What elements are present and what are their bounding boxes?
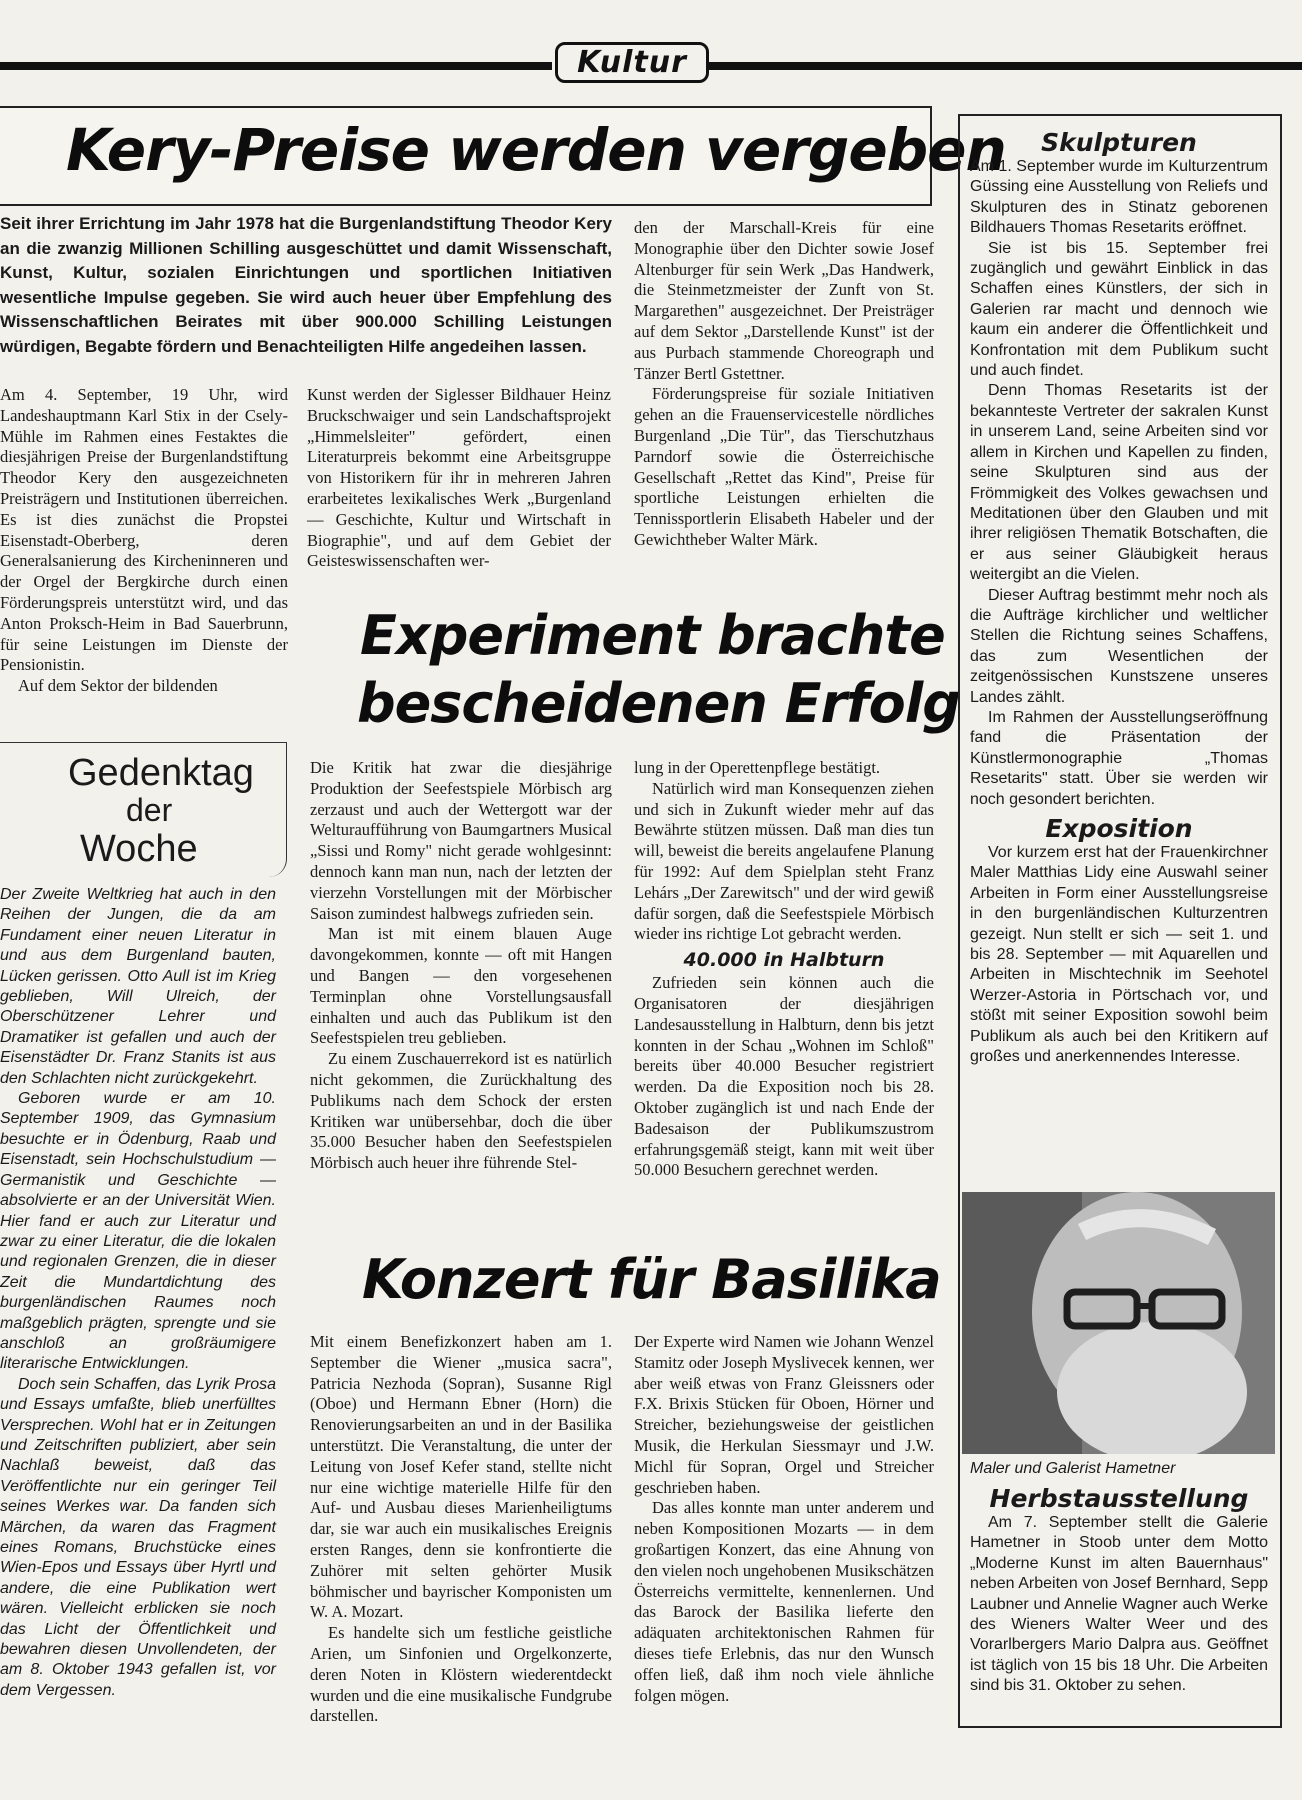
kery-col-1	[0, 385, 288, 697]
experiment-col2-p2: Natürlich wird man Konsequenzen ziehen und sich in Zukunft wieder mehr auf das Bewährte stützen müssen. Daß man dies tun will, beweist die bereits angelaufene Planung für 1992: Auf dem Spielplan steht Franz Lehárs „Der Zarewitsch" und der wird gewiß dafür sorgen, daß die Seefestspiele Mörbisch wieder ins richtige Lot gebracht werden.	[634, 778, 934, 944]
kery-col-3	[634, 218, 934, 551]
experiment-subhead: 40.000 in Halbturn	[683, 949, 885, 972]
kery-col-2	[307, 385, 611, 572]
skulpturen-p5: Im Rahmen der Ausstellungseröffnung fand die Präsentation der Künstlermonographie „Thomas Resetarits" statt. Über sie werden wir noch gesondert berichten.	[970, 708, 1268, 808]
skulpturen-title: Skulpturen	[1041, 128, 1197, 157]
skulpturen-p3: Denn Thomas Resetarits ist der bekannteste Vertreter der sakralen Kunst in unserem Land, seine Arbeiten sind vor allem in Kirchen und Kapellen zu finden, seine Skulpturen sind aus der Frömmigkeit des Volkes gewachsen und Meditationen über den Glauben und mit ihrer religiösen Thematik Botschaften, die er aus seiner Gläubigkeit heraus weitergibt an die Vielen.	[970, 382, 1268, 584]
exposition-p1: Vor kurzem erst hat der Frauenkirchner Maler Matthias Lidy eine Auswahl seiner Arbeiten in Form einer Ausstellungsreise in den burgenländischen Kulturzentren gezeigt. Nun stellt er sich — seit 1. und bis 28. September — mit Aquarellen und Arbeiten in Mischtechnik im Seehotel Werzer-Astoria in Pörtschach vor, und stößt mit seiner Exposition sowohl beim Publikum als auch bei den Kritikern auf großes und anerkennendes Interesse.	[970, 844, 1268, 1066]
kery-headline-box	[0, 106, 1006, 206]
gedenktag-title-box	[0, 742, 287, 877]
experiment-col2b-p1: Zufrieden sein können auch die Organisatoren der diesjährigen Landesausstellung in Halbturn, denn bis jetzt konnten in der Schau „Wohnen im Schloß" bereits über 40.000 Besucher registriert werden. Da die Exposition noch bis 28. Oktober zugänglich ist und nach Ende der Badesaison der Publikumszustrom erfahrungsgemäß steigt, kann mit weit über 50.000 Besuchern gerechnet werden.	[634, 973, 934, 1180]
kery-col1-p2: Auf dem Sektor der bildenden	[18, 676, 218, 696]
sidebar-skulpturen	[970, 128, 1268, 1067]
kery-col2-p1: Kunst werden der Siglesser Bildhauer Heinz Bruckschwaiger und sein Landschaftsprojekt „Himmelsleiter" gefördert, einen Literaturpreis bekommt eine Arbeitsgruppe von Historikern für ihr in mehreren Jahren erarbeitetes lexikalisches Werk „Burgenland — Geschichte, Kultur und Wirtschaft in Biographie", und auf dem Gebiet der Geisteswissenschaften wer-	[307, 385, 611, 571]
experiment-headline-2: bescheidenen Erfolg	[357, 672, 960, 735]
konzert-col2-p1: Der Experte wird Namen wie Johann Wenzel Stamitz oder Joseph Myslivecek kennen, wer aber weiß etwas von Franz Gleissners oder F.X. Brixis Stücken für Oboen, Hörner und Streicher, beziehungsweise der geistlichen Musik, die Herkulan Siessmayr und J.W. Michl für Sopran, Orgel und Streicher geschrieben haben.	[634, 1332, 934, 1497]
konzert-col1-p1: Mit einem Benefizkonzert haben am 1. September die Wiener „musica sacra", Patricia Nezhoda (Sopran), Susanne Rigl (Oboe) und Hermann Ebner (Horn) die Renovierungsarbeiten an und in der Basilika unterstützt. Die Veranstaltung, die unter der Leitung von Josef Kefer stand, stellte nicht nur eine wichtige materielle Hilfe für den Auf- und Ausbau dieses Marienheiligtums dar, sie war auch ein musikalisches Ereignis ersten Ranges, denn sie konfrontierte die Zuhörer mit selten gehörter Musik böhmischer und bayrischer Komponisten um W. A. Mozart.	[310, 1332, 612, 1622]
experiment-headline-1: Experiment brachte	[360, 604, 945, 667]
experiment-col1-p1: Die Kritik hat zwar die diesjährige Produktion der Seefestspiele Mörbisch arg zerzaust und auch der Wettergott war der Welturaufführung von Baumgartners Musical „Sissi und Romy" nicht gerade wohlgesinnt: dennoch kann man nun, nach der letzten der vierzehn Vorstellungen mit der Mörbischer Saison zumindest halbwegs zufrieden sein.	[310, 758, 612, 923]
experiment-col1-p2: Man ist mit einem blauen Auge davongekommen, konnte — oft mit Hangen und Bangen — den vorgesehenen Terminplan ohne Vorstellungsausfall einhalten und auch das Publikum ist den Seefestspielen treu geblieben.	[310, 924, 612, 1048]
portrait-illustration	[962, 1192, 1275, 1454]
experiment-col-1	[310, 758, 612, 1174]
skulpturen-p4: Dieser Auftrag bestimmt mehr noch als die Aufträge kirchlicher und weltlicher Stellen die Richtung seines Schaffens, das zum Wesentlichen der zeitgenössischen Kunstszene unseres Landes zählt.	[970, 586, 1268, 706]
kery-headline: Kery-Preise werden vergeben	[66, 116, 1006, 184]
section-kicker: Kultur	[555, 42, 709, 83]
kery-lead: Seit ihrer Errichtung im Jahr 1978 hat die Burgenlandstiftung Theodor Kery an die zwanzig Millionen Schilling ausgeschüttet und damit Wissenschaft, Kunst, Kultur, sozialen Einrichtungen und sportlichen Initiativen wesentliche Impulse gegeben. Sie wird auch heuer über Empfehlung des Wissenschaftlichen Beirates mit über 900.000 Schilling Leistungen würdigen, Begabte fördern und Benachteiligten Hilfe angedeihen lassen.	[0, 214, 612, 356]
experiment-col2-p1: lung in der Operettenpflege bestätigt.	[634, 758, 881, 777]
gedenktag-body	[0, 885, 276, 1701]
kery-col3-p2: Förderungspreise für soziale Initiativen gehen an die Frauenservicestelle nördliches Burgenland „Die Tür", das Tierschutzhaus Parndorf sowie die Österreichische Gesellschaft „Rettet das Kind", Preise für sportliche Leistungen erhielten die Tennissportlerin Elisabeth Habeler und der Gewichtheber Walter Märk.	[634, 384, 934, 549]
herbst-title: Herbstausstellung	[989, 1484, 1249, 1513]
gedenktag-p2: Geboren wurde er am 10. September 1909, das Gymnasium besuchte er in Ödenburg, Raab und Eisenstadt, sein Hochschulstudium — Germanistik und Geschichte — absolvierte er an der Universität Wien. Hier fand er auch zur Literatur und zwar zu einer Literatur, die die lokalen und regionalen Grenzen, die in dieser Zeit die Mundartdichtung des burgenländischen Raumes noch maßgeblich prägten, sprengte und sie anschloß an großräumigere literarische Entwicklungen.	[0, 1090, 276, 1373]
experiment-col-2	[634, 758, 934, 1181]
skulpturen-p1: Am 1. September wurde im Kulturzentrum Güssing eine Ausstellung von Reliefs und Skulpturen des in Stinatz geborenen Bildhauers Thomas Resetarits eröffnet.	[970, 158, 1268, 237]
top-rule-right	[700, 62, 1302, 70]
kery-col3-p1: den der Marschall-Kreis für eine Monographie über den Dichter sowie Josef Altenburger für sein Werk „Das Handwerk, die Steinmetzmeister der Zunft von St. Margarethen" ausgezeichnet. Der Preisträger auf dem Sektor „Darstellende Kunst" ist der aus Purbach stammende Choreograph und Tänzer Bertl Gstettner.	[634, 218, 934, 383]
experiment-col1-p3: Zu einem Zuschauerrekord ist es natürlich nicht gekommen, die Zurückhaltung des Publikums nach dem Schock der ersten Kritiken war unübersehbar, doch die über 35.000 Besucher haben den Seefestspielen Mörbisch auch heuer ihre führende Stel-	[310, 1049, 612, 1173]
herbst-p1: Am 7. September stellt die Galerie Hametner in Stoob unter dem Motto „Moderne Kunst im alten Bauernhaus" neben Arbeiten von Josef Bernhard, Sepp Laubner und Annelie Wagner auch Werke des Wieners Walter Weer und des Vorarlbergers Mario Dalpra aus. Geöffnet ist täglich von 15 bis 18 Uhr. Die Arbeiten sind bis 31. Oktober zu sehen.	[970, 1514, 1268, 1695]
gedenktag-title-2: der	[126, 792, 173, 828]
top-rule-left	[0, 62, 552, 70]
konzert-col-1	[310, 1332, 612, 1727]
konzert-col1-p2: Es handelte sich um festliche geistliche Arien, um Sinfonien und Orgelkonzerte, deren Noten in Klöstern wiederentdeckt wurden und die eine musikalische Fundgrube darstellen.	[310, 1623, 612, 1726]
gedenktag-p1: Der Zweite Weltkrieg hat auch in den Reihen der Jungen, die da am Fundament einer neuen Literatur in und aus dem Burgenland bauten, Lücken gerissen. Otto Aull ist im Krieg geblieben, Will Ulreich, der Oberschützener Lehrer und Dramatiker ist gefallen und auch der Eisenstädter Dr. Franz Stanits ist aus den Schlachten nicht zurückgekehrt.	[0, 886, 276, 1087]
gedenktag-p3: Doch sein Schaffen, das Lyrik Prosa und Essays umfaßte, blieb unerfülltes Versprechen. Wohl hat er in Zeitungen und Zeitschriften publiziert, aber sein Nachlaß beweist, daß das Veröffentlichte nur ein geringer Teil seines Werkes war. Da fanden sich Märchen, da waren das Fragment eines Romans, Bruchstücke eines Wien-Epos und Essays über Hyrtl und andere, die eine Publikation wert wären. Vielleicht erblicken sie noch das Licht der Öffentlichkeit und bewahren diesen Unvollendeten, der am 8. Oktober 1943 gefallen ist, vor dem Vergessen.	[0, 1375, 276, 1699]
photo-caption: Maler und Galerist Hametner	[970, 1460, 1176, 1477]
konzert-headline: Konzert für Basilika	[362, 1248, 941, 1311]
skulpturen-p2: Sie ist bis 15. September frei zugänglich und gewährt Einblick in das Schaffen eines Künstlers, der sich in Galerien rar macht und dennoch wie kaum ein anderer die Öffentlichkeit und Konfrontation mit dem Publikum sucht und auch findet.	[970, 239, 1268, 380]
gedenktag-title-1: Gedenktag	[68, 752, 254, 794]
portrait-photo	[962, 1192, 1275, 1454]
konzert-col-2	[634, 1332, 934, 1706]
kery-col1-p1: Am 4. September, 19 Uhr, wird Landeshauptmann Karl Stix in der Csely-Mühle im Rahmen eines Festaktes die diesjährigen Preise der Burgenlandstiftung Theodor Kery den ausgezeichneten Preisträgern und Institutionen überreichen. Es ist dies zunächst die Propstei Eisenstadt-Oberberg, deren Generalsanierung des Kircheninneren und der Orgel der Bergkirche durch einen Förderungspreis unterstützt wird, und das Anton Proksch-Heim in Bad Sauerbrunn, für seine Leistungen im Dienste der Pensionistin.	[0, 385, 288, 675]
exposition-title: Exposition	[1045, 814, 1193, 843]
sidebar-herbst	[970, 1460, 1268, 1697]
gedenktag-title-3: Woche	[80, 828, 198, 870]
konzert-col2-p2: Das alles konnte man unter anderem und neben Kompositionen Mozarts — in dem großartigen Konzert, das eine Ahnung von den vielen noch ungehobenen Musikschätzen Österreichs vermittelte, kennenlernen. Und das Barock der Basilika lieferte den adäquaten architektonischen Rahmen für dieses tiefe Erlebnis, das nur den Wunsch offen ließ, daß ihm noch viele ähnliche folgen mögen.	[634, 1498, 934, 1705]
